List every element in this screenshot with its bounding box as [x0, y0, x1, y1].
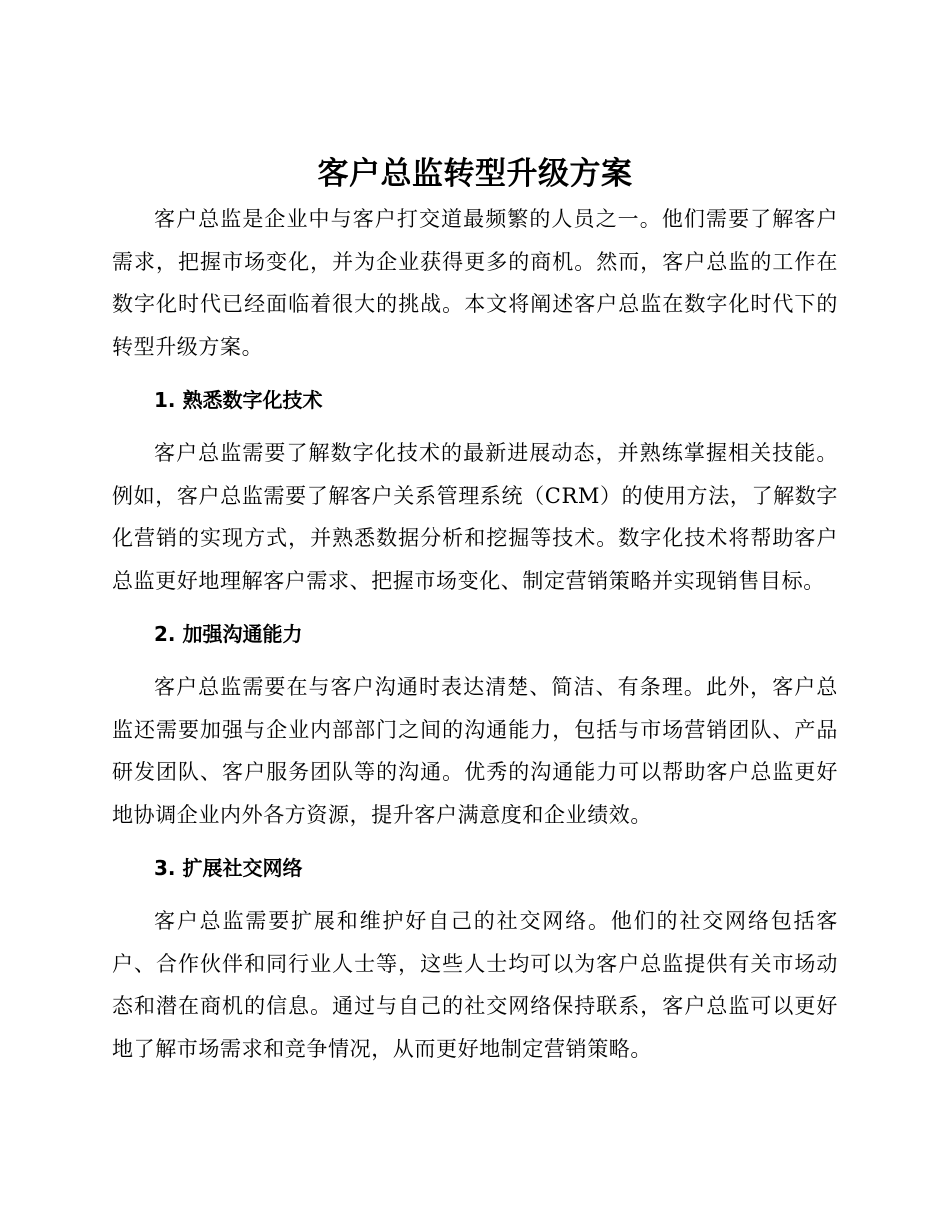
section-body-2: 客户总监需要在与客户沟通时表达清楚、简洁、有条理。此外，客户总监还需要加强与企业内部部门之间的沟通能力，包括与市场营销团队、产品研发团队、客户服务团队等的沟通。优秀的沟通能力可以帮助客户总监更好地协调企业内外各方资源，提升客户满意度和企业绩效。: [112, 675, 838, 827]
section-heading-1: 1. 熟悉数字化技术: [154, 388, 323, 412]
section-body-3: 客户总监需要扩展和维护好自己的社交网络。他们的社交网络包括客户、合作伙伴和同行业人士等，这些人士均可以为客户总监提供有关市场动态和潜在商机的信息。通过与自己的社交网络保持联系，客户总监可以更好地了解市场需求和竞争情况，从而更好地制定营销策略。: [112, 909, 838, 1061]
document-title: 客户总监转型升级方案: [317, 156, 633, 192]
section-heading-3: 3. 扩展社交网络: [154, 856, 303, 880]
section-heading-2: 2. 加强沟通能力: [154, 622, 303, 646]
intro-paragraph: 客户总监是企业中与客户打交道最频繁的人员之一。他们需要了解客户需求，把握市场变化，并为企业获得更多的商机。然而，客户总监的工作在数字化时代已经面临着很大的挑战。本文将阐述客户总监在数字化时代下的转型升级方案。: [112, 207, 838, 359]
section-body-1: 客户总监需要了解数字化技术的最新进展动态，并熟练掌握相关技能。例如，客户总监需要了解客户关系管理系统（CRM）的使用方法，了解数字化营销的实现方式，并熟悉数据分析和挖掘等技术。数字化技术将帮助客户总监更好地理解客户需求、把握市场变化、制定营销策略并实现销售目标。: [112, 441, 838, 593]
